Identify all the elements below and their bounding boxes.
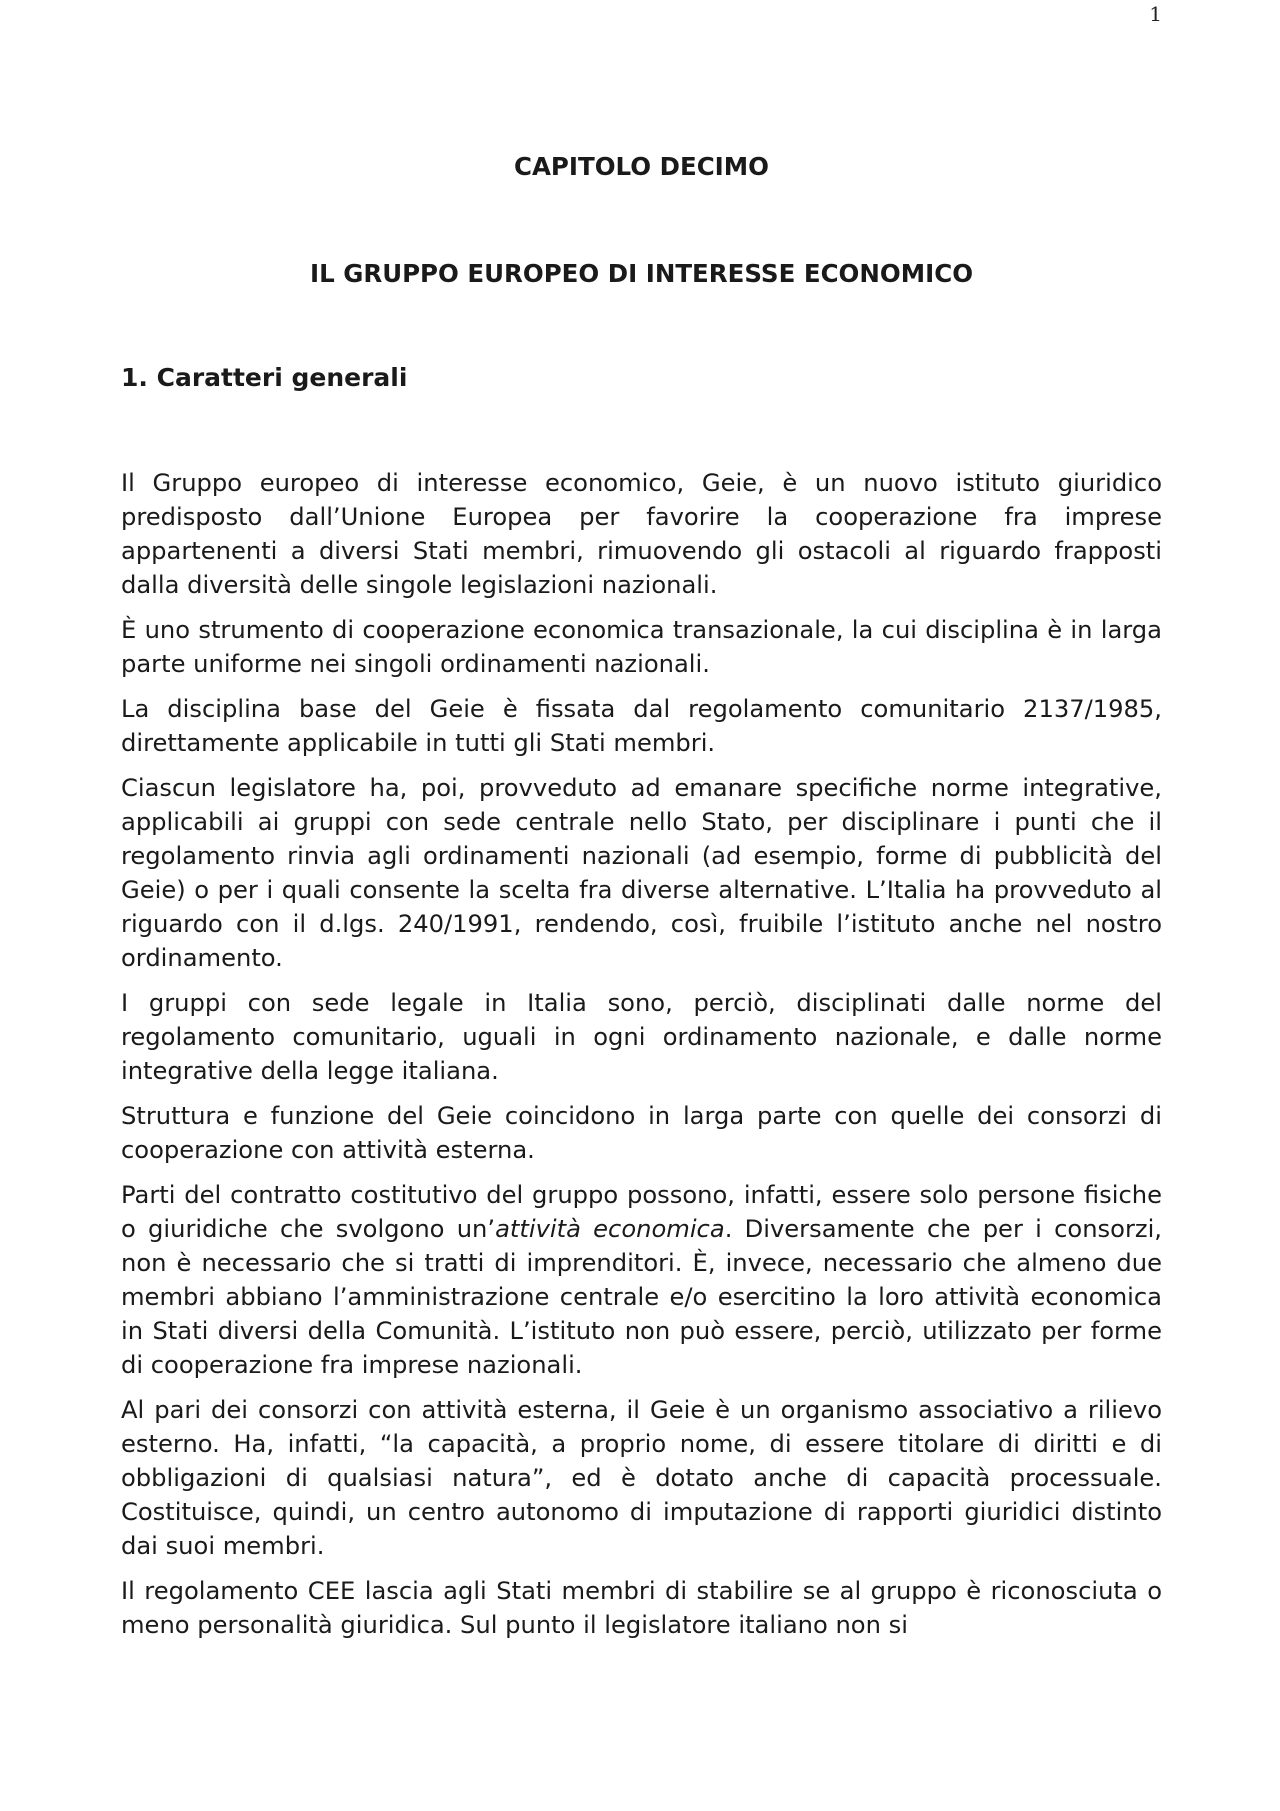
paragraph: La disciplina base del Geie è fissata dal regolamento comunitario 2137/1985, direttamente applicabile in tutti gli Stati membri. (121, 695, 1162, 757)
body-text (121, 466, 1162, 1642)
page-content (121, 150, 1162, 1653)
paragraph: Struttura e funzione del Geie coincidono in larga parte con quelle dei consorzi di cooperazione con attività esterna. (121, 1102, 1162, 1164)
section-heading: IL GRUPPO EUROPEO DI INTERESSE ECONOMICO (309, 259, 974, 288)
page-number: 1 (1149, 2, 1162, 26)
paragraph: È uno strumento di cooperazione economica transazionale, la cui disciplina è in larga parte uniforme nei singoli ordinamenti nazionali. (121, 616, 1162, 678)
subsection-heading: 1. Caratteri generali (121, 363, 408, 392)
paragraph-text: Parti del contratto costitutivo del gruppo possono, infatti, essere solo persone fisiche o giuridiche che svolgono un’ (121, 1181, 1162, 1243)
paragraph: Il Gruppo europeo di interesse economico, Geie, è un nuovo istituto giuridico predisposto dall’Unione Europea per favorire la cooperazione fra imprese appartenenti a diversi Stati membri, rimuovendo gli ostacoli al riguardo frapposti dalla diversità delle singole legislazioni nazionali. (121, 469, 1162, 599)
chapter-title: CAPITOLO DECIMO (513, 152, 770, 181)
paragraph: I gruppi con sede legale in Italia sono, perciò, disciplinati dalle norme del regolamento comunitario, uguali in ogni ordinamento nazionale, e dalle norme integrative della legge italiana. (121, 989, 1162, 1085)
paragraph: Al pari dei consorzi con attività esterna, il Geie è un organismo associativo a rilievo esterno. Ha, infatti, “la capacità, a proprio nome, di essere titolare di diritti e di obbligazioni di qualsiasi natura”, ed è dotato anche di capacità processuale. Costituisce, quindi, un centro autonomo di imputazione di rapporti giuridici distinto dai suoi membri. (121, 1396, 1162, 1560)
paragraph-text: . Diversamente che per i consorzi, non è necessario che si tratti di imprenditori. È, invece, necessario che almeno due membri abbiano l’amministrazione centrale e/o esercitino la loro attività economica in Stati diversi della Comunità. L’istituto non può essere, perciò, utilizzato per forme di cooperazione fra imprese nazionali. (121, 1215, 1162, 1379)
paragraph: Il regolamento CEE lascia agli Stati membri di stabilire se al gruppo è riconosciuta o meno personalità giuridica. Sul punto il legislatore italiano non si (121, 1577, 1162, 1639)
italic-term: attività economica (495, 1215, 725, 1243)
paragraph: Ciascun legislatore ha, poi, provveduto ad emanare specifiche norme integrative, applicabili ai gruppi con sede centrale nello Stato, per disciplinare i punti che il regolamento rinvia agli ordinamenti nazionali (ad esempio, forme di pubblicità del Geie) o per i quali consente la scelta fra diverse alternative. L’Italia ha provveduto al riguardo con il d.lgs. 240/1991, rendendo, così, fruibile l’istituto anche nel nostro ordinamento. (121, 774, 1162, 972)
paragraph (121, 1178, 1162, 1382)
